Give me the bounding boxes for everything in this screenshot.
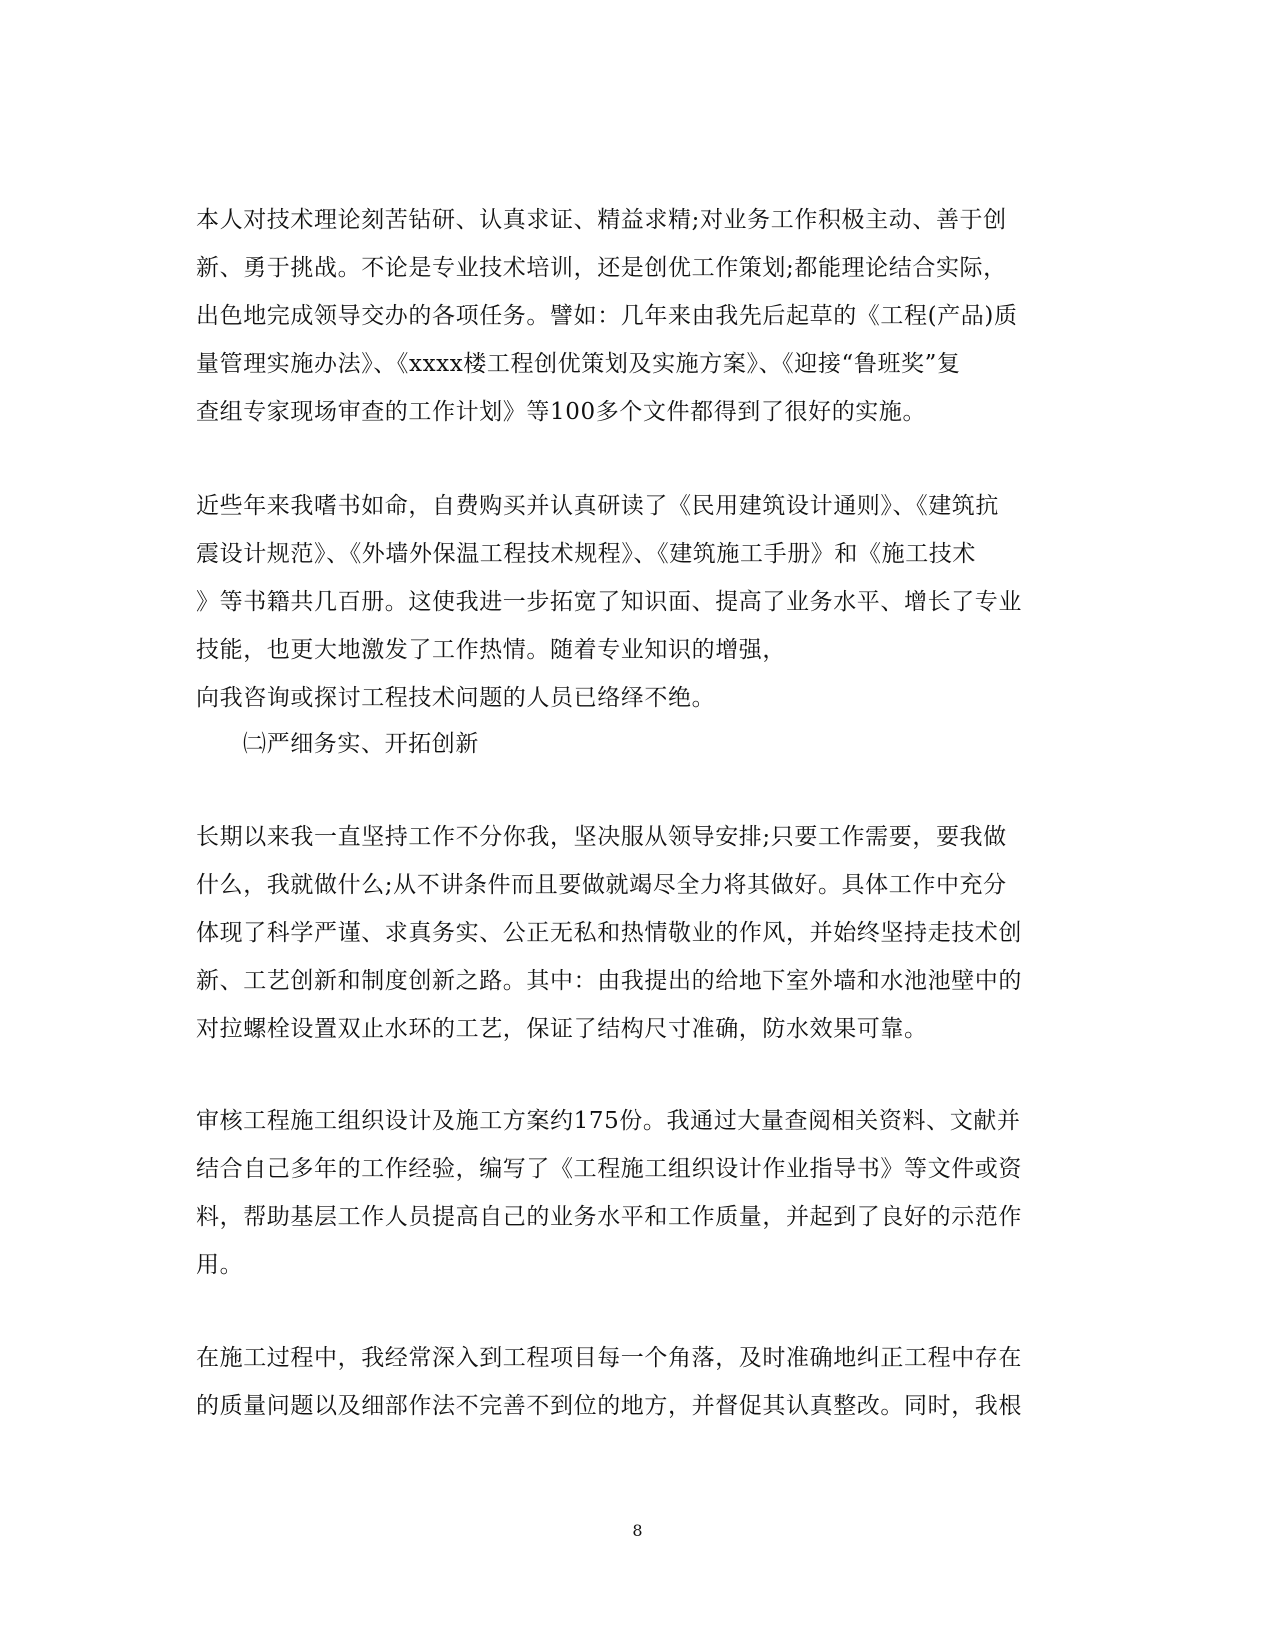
- paragraph-3-line-3: 体现了科学严谨、求真务实、公正无私和热情敬业的作风，并始终坚持走技术创: [196, 920, 1022, 946]
- paragraph-4-line-4: 用。: [196, 1252, 244, 1278]
- paragraph-3-line-4: 新、工艺创新和制度创新之路。其中：由我提出的给地下室外墙和水池池壁中的: [196, 968, 1022, 994]
- page-number: 8: [632, 1521, 643, 1540]
- section-heading: ㈡严细务实、开拓创新: [243, 731, 479, 757]
- paragraph-2-line-2: 震设计规范》、《外墙外保温工程技术规程》、《建筑施工手册》和《施工技术: [196, 541, 976, 567]
- paragraph-2-line-3: 》等书籍共几百册。这使我进一步拓宽了知识面、提高了业务水平、增长了专业: [196, 589, 1022, 615]
- paragraph-5-line-1: 在施工过程中，我经常深入到工程项目每一个角落，及时准确地纠正工程中存在: [196, 1345, 1022, 1371]
- paragraph-1-line-2: 新、勇于挑战。不论是专业技术培训，还是创优工作策划;都能理论结合实际，: [196, 255, 1007, 281]
- paragraph-2-line-4: 技能，也更大地激发了工作热情。随着专业知识的增强，: [196, 637, 786, 663]
- paragraph-3-line-1: 长期以来我一直坚持工作不分你我，坚决服从领导安排;只要工作需要，要我做: [196, 824, 1007, 850]
- paragraph-1-line-4: 量管理实施办法》、《xxxx楼工程创优策划及实施方案》、《迎接“鲁班奖”复: [196, 351, 961, 377]
- paragraph-4-line-2: 结合自己多年的工作经验，编写了《工程施工组织设计作业指导书》等文件或资: [196, 1156, 1022, 1182]
- paragraph-2-line-5: 向我咨询或探讨工程技术问题的人员已络绎不绝。: [196, 685, 716, 711]
- paragraph-1-line-3: 出色地完成领导交办的各项任务。譬如：几年来由我先后起草的《工程(产品)质: [196, 303, 1018, 329]
- paragraph-1-line-1: 本人对技术理论刻苦钻研、认真求证、精益求精;对业务工作积极主动、善于创: [196, 207, 1007, 233]
- paragraph-4-line-1: 审核工程施工组织设计及施工方案约175份。我通过大量查阅相关资料、文献并: [196, 1108, 1021, 1134]
- paragraph-5-line-2: 的质量问题以及细部作法不完善不到位的地方，并督促其认真整改。同时，我根: [196, 1393, 1022, 1419]
- paragraph-2-line-1: 近些年来我嗜书如命，自费购买并认真研读了《民用建筑设计通则》、《建筑抗: [196, 493, 999, 519]
- paragraph-3-line-5: 对拉螺栓设置双止水环的工艺，保证了结构尺寸准确，防水效果可靠。: [196, 1016, 928, 1042]
- paragraph-3-line-2: 什么，我就做什么;从不讲条件而且要做就竭尽全力将其做好。具体工作中充分: [196, 872, 1007, 898]
- paragraph-1-line-5: 查组专家现场审查的工作计划》等100多个文件都得到了很好的实施。: [196, 399, 927, 425]
- paragraph-4-line-3: 料，帮助基层工作人员提高自己的业务水平和工作质量，并起到了良好的示范作: [196, 1204, 1022, 1230]
